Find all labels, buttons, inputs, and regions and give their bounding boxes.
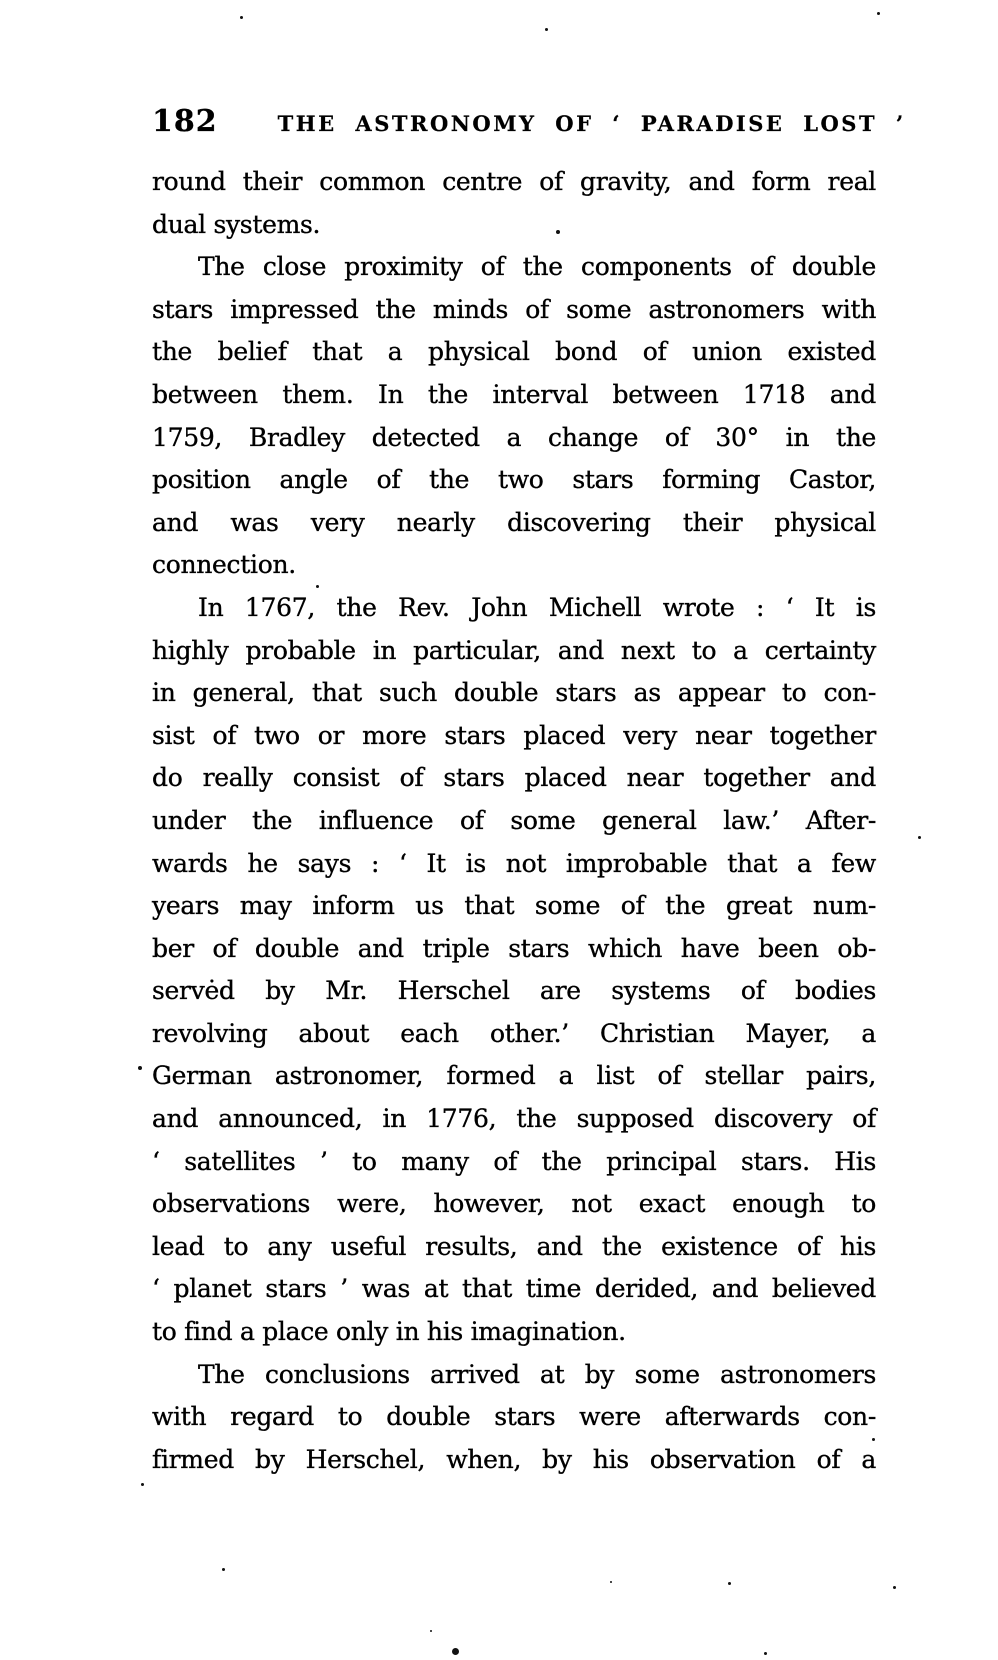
text-line: the belief that a physical bond of union existed (152, 337, 876, 367)
text-line: highly probable in particular, and next to a certainty (152, 635, 876, 665)
scan-speck (610, 1581, 612, 1583)
text-line: observations were, however, not exact enough to (152, 1189, 876, 1219)
scan-speck (138, 1066, 142, 1070)
text-line: with regard to double stars were afterwards con- (152, 1402, 876, 1432)
text-line: and was very nearly discovering their physical (152, 507, 876, 537)
text-line: revolving about each other.’ Christian Mayer, a (152, 1018, 876, 1048)
running-title: THE ASTRONOMY OF ‘ PARADISE LOST ’ (277, 111, 906, 136)
text-line: dual systems. (152, 209, 321, 239)
text-block (152, 161, 876, 1481)
text-line: position angle of the two stars forming Castor, (152, 465, 876, 495)
scan-speck (316, 585, 319, 588)
text-line: lead to any useful results, and the existence of his (152, 1231, 876, 1261)
text-line: The conclusions arrived at by some astronomers (198, 1359, 876, 1389)
scan-speck (872, 1438, 875, 1441)
text-line: firmed by Herschel, when, by his observation of a (152, 1444, 876, 1474)
text-line: in general, that such double stars as appear to con- (152, 678, 876, 708)
text-line: ‘ satellites ’ to many of the principal stars. His (152, 1146, 876, 1176)
text-line: years may inform us that some of the great num- (152, 891, 876, 921)
scan-speck (877, 12, 880, 15)
text-line: connection. (152, 550, 296, 580)
text-line: and announced, in 1776, the supposed discovery of (152, 1104, 876, 1134)
text-line: under the influence of some general law.’ After- (152, 805, 876, 835)
text-line: stars impressed the minds of some astronomers with (152, 294, 876, 324)
scan-speck (240, 16, 243, 19)
scan-speck (141, 1483, 144, 1486)
text-line: 1759, Bradley detected a change of 30° in the (152, 422, 876, 452)
scan-speck (728, 1582, 731, 1585)
scan-speck (452, 1648, 459, 1655)
scan-speck (222, 1568, 225, 1571)
page-header (152, 104, 906, 139)
text-line: sist of two or more stars placed very near together (152, 720, 876, 750)
text-line: ‘ planet stars ’ was at that time derided, and believed (152, 1274, 876, 1304)
page-number: 182 (152, 104, 218, 139)
text-line: do really consist of stars placed near together and (152, 763, 876, 793)
text-line: The close proximity of the components of double (198, 252, 876, 282)
scan-speck (764, 1652, 767, 1655)
text-line: to find a place only in his imagination. (152, 1317, 626, 1347)
scan-speck (556, 230, 560, 234)
scan-speck (918, 836, 921, 839)
text-line: round their common centre of gravity, and form real (152, 167, 876, 196)
text-line: wards he says : ‘ It is not improbable that a few (152, 848, 876, 878)
text-line: German astronomer, formed a list of stellar pairs, (152, 1061, 876, 1091)
text-line: servėd by Mr. Herschel are systems of bodies (152, 976, 876, 1006)
text-line: In 1767, the Rev. John Michell wrote : ‘ It is (198, 592, 876, 622)
scan-speck (430, 1630, 432, 1632)
scan-speck (545, 28, 548, 31)
text-line: ber of double and triple stars which have been ob- (152, 933, 876, 963)
scan-speck (893, 1586, 896, 1589)
text-line: between them. In the interval between 1718 and (152, 379, 876, 409)
